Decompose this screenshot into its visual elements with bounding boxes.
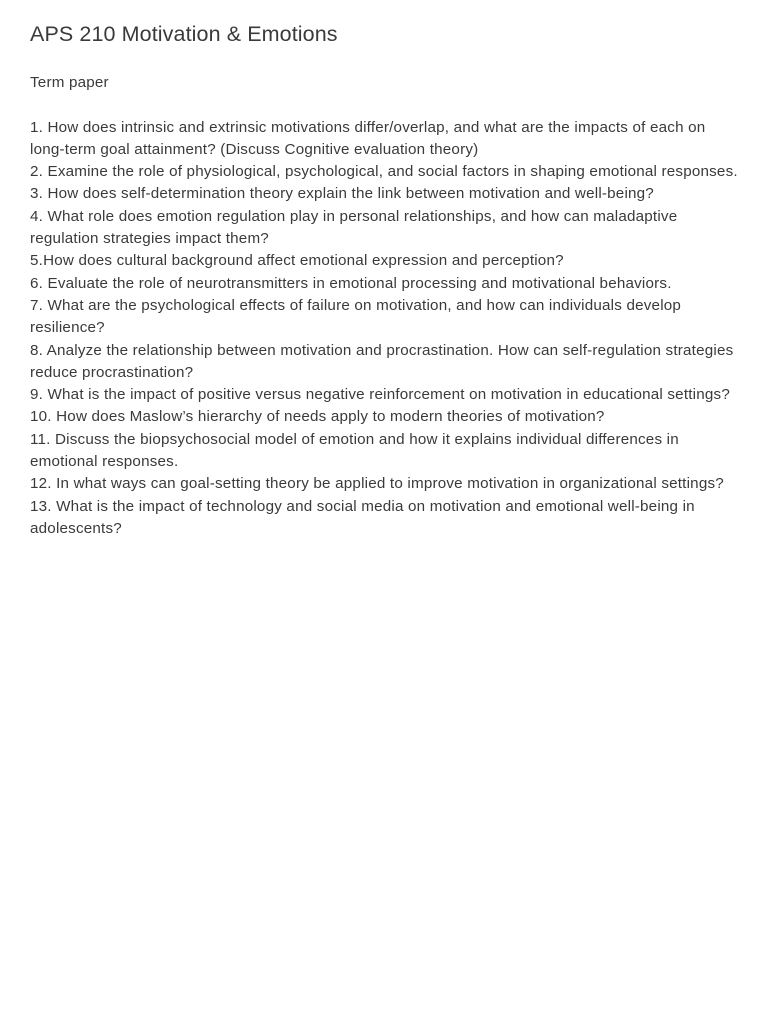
question-item[interactable]: 5.How does cultural background affect emotional expression and perception?: [30, 252, 564, 270]
question-item[interactable]: 4. What role does emotion regulation play in personal relationships, and how can maladaptive regulation strategies impact them?: [30, 207, 678, 248]
question-item[interactable]: 12. In what ways can goal-setting theory be applied to improve motivation in organizational settings?: [30, 475, 724, 493]
question-item[interactable]: 1. How does intrinsic and extrinsic motivations differ/overlap, and what are the impacts of each on long-term goal attainment? (Discuss Cognitive evaluation theory): [30, 118, 706, 158]
note-subtitle[interactable]: Term paper: [30, 74, 109, 91]
question-item[interactable]: 3. How does self-determination theory explain the link between motivation and well-being?: [30, 185, 654, 203]
question-item[interactable]: 10. How does Maslow’s hierarchy of needs apply to modern theories of motivation?: [30, 408, 605, 426]
question-item[interactable]: 9. What is the impact of positive versus negative reinforcement on motivation in educational settings?: [30, 386, 730, 404]
note-content[interactable]: [30, 18, 740, 540]
question-list[interactable]: [30, 117, 740, 541]
question-item[interactable]: 7. What are the psychological effects of failure on motivation, and how can individuals develop resilience?: [30, 296, 682, 337]
question-item[interactable]: 6. Evaluate the role of neurotransmitters in emotional processing and motivational behaviors.: [30, 274, 672, 292]
question-item[interactable]: 8. Analyze the relationship between motivation and procrastination. How can self-regulation strategies reduce procrastination?: [30, 341, 734, 381]
note-title[interactable]: APS 210 Motivation & Emotions: [30, 22, 338, 46]
question-item[interactable]: 2. Examine the role of physiological, psychological, and social factors in shaping emotional responses.: [30, 163, 738, 181]
question-item[interactable]: 13. What is the impact of technology and social media on motivation and emotional well-being in adolescents?: [30, 497, 695, 537]
question-item[interactable]: 11. Discuss the biopsychosocial model of emotion and how it explains individual differences in emotional responses.: [30, 430, 679, 471]
